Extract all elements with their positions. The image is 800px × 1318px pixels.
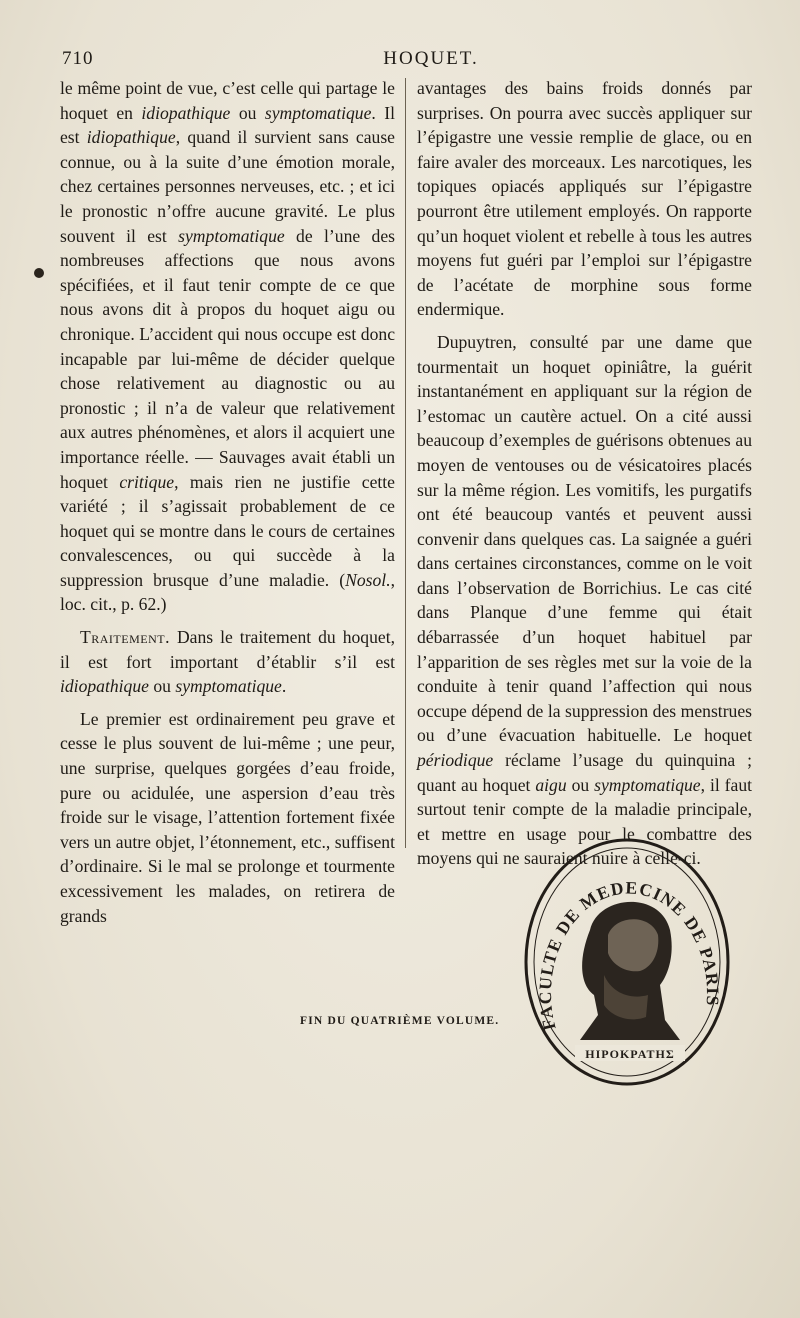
italic-run: critique [119, 471, 175, 492]
text-run: Dans le traitement du hoquet, il est fort important d’établir s’il est [60, 627, 395, 672]
end-of-volume-note: FIN DU QUATRIÈME VOLUME. [300, 1015, 500, 1027]
italic-run: symptomatique [175, 676, 282, 697]
text-run: . Il est [60, 102, 396, 148]
italic-run: symptomatique [178, 225, 285, 246]
italic-run: périodique [417, 750, 494, 771]
text-run: , il faut surtout tenir compte de la maladie principale, et mettre en usage pour le combattre des moyens qui ne sauraient nuire à celle-ci. [417, 774, 753, 869]
stamp-label: HIPOKPATHΣ [585, 1047, 675, 1061]
text-run: réclame l’usage du quinquina ; quant au hoquet [417, 750, 752, 795]
paragraph [60, 76, 395, 617]
italic-run: idiopathique [86, 127, 176, 148]
text-run: ou [230, 102, 265, 123]
left-column [60, 76, 395, 928]
text-run: ou [566, 774, 595, 795]
paragraph [417, 76, 752, 322]
paragraph-treatment [60, 625, 395, 699]
italic-run: idiopathique [60, 676, 149, 697]
section-label: Traitement. [80, 627, 170, 648]
text-run: , mais rien ne justifie cette variété ; il s’agissait probablement de ce hoquet qui se montre dans le cours de certaines convalescences, ou qui succède à la suppression brusque d’une maladie. ( [60, 471, 395, 590]
text-run: avantages des bains froids donnés par surprises. On pourra avec succès appliquer sur l’épigastre une vessie remplie de glace, ou en faire avaler des morceaux. Les narcotiques, les topiques opiacés appliqués sur l’épigastre pourront être utilement employés. On rapporte qu’un hoquet violent et rebelle à tous les autres moyens fut guéri par l’emploi sur l’épigastre de l’acétate de morphine sous forme endermique. [417, 78, 752, 320]
right-column [417, 76, 752, 871]
hippocrates-portrait-icon [580, 902, 680, 1040]
italic-run: Nosol. [345, 569, 391, 590]
paragraph [417, 330, 752, 871]
italic-run: aigu [535, 774, 567, 795]
stamp-seal [520, 835, 735, 1090]
italic-run: symptomatique [594, 774, 701, 795]
italic-run: symptomatique [264, 102, 372, 123]
column-divider [405, 78, 406, 848]
text-run: de l’une des nombreuses affections que nous avons spécifiées, et il faut tenir compte de ce que nous avons dit à propos du hoquet aigu ou chronique. L’accident qui nous occupe est donc incapable par lui-même de décider quelque chose relativement au diagnostic ou au pronostic ; il n’a de valeur que relativement aux autres phénomènes, et alors il acquiert une importance réelle. — Sauvages avait établi un hoquet [60, 225, 395, 492]
page-number: 710 [62, 48, 94, 69]
text-run: . [281, 676, 287, 697]
text-run: , quand il survient sans cause connue, ou à la suite d’une émotion morale, chez certaines personnes nerveuses, etc. ; et ici le pronostic n’offre aucune gravité. Le plus souvent il est [60, 127, 395, 246]
ink-blot [34, 268, 44, 278]
text-run: le même point de vue, c’est celle qui partage le hoquet en [60, 78, 395, 123]
text-run: Le premier est ordinairement peu grave et cesse le plus souvent de lui-même ; une peur, une surprise, quelques gorgées d’eau froide, pure ou acidulée, une aspersion d’eau très froide sur le visage, l’attention fortement fixée vers un autre objet, l’étonnement, etc., suffisent d’ordinaire. Si le mal se prolonge et tourmente excessivement les malades, on retirera de grands [60, 708, 395, 926]
italic-run: idiopathique [141, 102, 231, 123]
text-run: , loc. cit., p. 62.) [60, 569, 395, 615]
running-title: HOQUET. [383, 48, 479, 69]
running-head [62, 48, 760, 74]
library-stamp [520, 835, 735, 1090]
text-run: Dupuytren, consulté par une dame que tourmentait un hoquet opiniâtre, la guérit instantanément en appliquant sur la région de l’estomac un cautère actuel. On a cité aussi beaucoup d’exemples de guérisons obtenues au moyen de ventouses ou de vésicatoires placés sur la même région. Les vomitifs, les purgatifs ont été beaucoup vantés et peuvent aussi convenir dans quelques cas. La saignée a guéri dans certaines circonstances, comme on le voit dans l’observation de Borrichius. Le cas cité dans Planque d’une femme qui était débarrassée d’un hoquet habituel par l’apparition de ses règles met sur la voie de la conduite à tenir quand l’affection qui nous occupe dépend de la suppression des menstrues ou d’une évacuation habituelle. Le hoquet [417, 331, 752, 746]
stamp-legend: FACULTE DE MEDECINE DE PARIS [534, 877, 724, 1033]
text-run: ou [148, 676, 176, 697]
